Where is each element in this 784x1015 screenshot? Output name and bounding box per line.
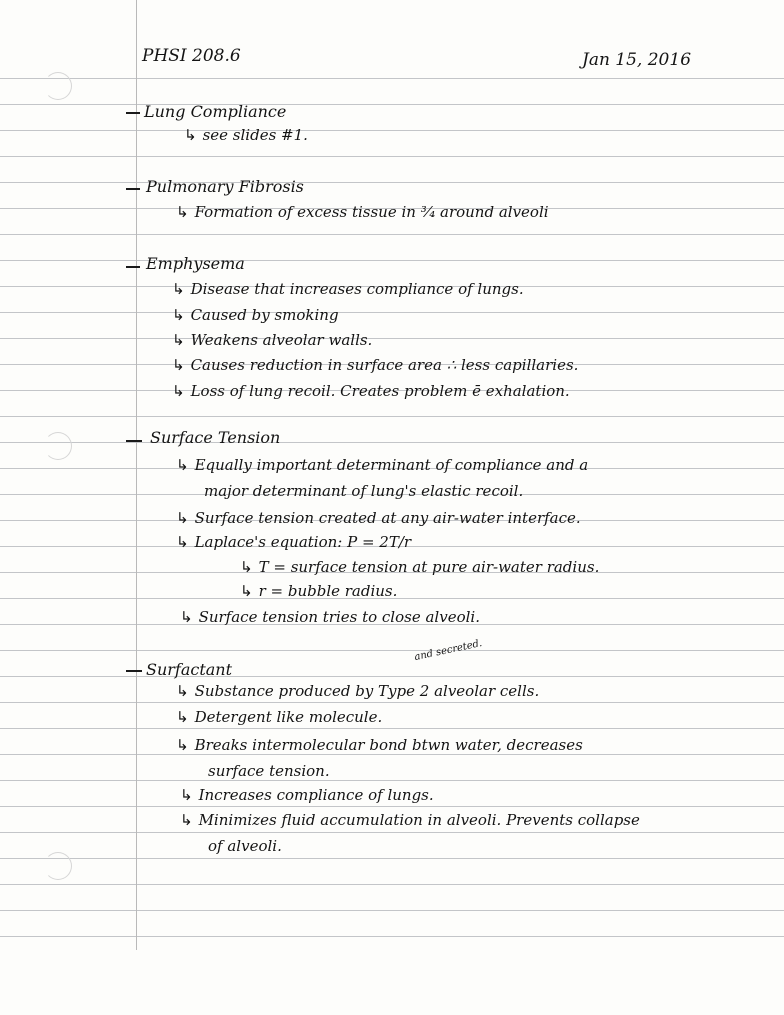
heading-dash bbox=[126, 266, 140, 268]
binder-hole bbox=[44, 72, 72, 100]
note-line: ↳ Surface tension created at any air-water interface. bbox=[176, 509, 581, 527]
arrow-icon: ↳ bbox=[176, 736, 189, 754]
note-line: ↳ Weakens alveolar walls. bbox=[172, 331, 373, 349]
section-heading: Pulmonary Fibrosis bbox=[146, 177, 304, 196]
note-line: ↳ Formation of excess tissue in ³⁄₄ around alveoli bbox=[176, 203, 549, 221]
arrow-icon: ↳ bbox=[172, 356, 185, 374]
arrow-icon: ↳ bbox=[176, 509, 189, 527]
arrow-icon: ↳ bbox=[180, 811, 193, 829]
arrow-icon: ↳ bbox=[176, 533, 189, 551]
margin-rule bbox=[136, 0, 137, 950]
arrow-icon: ↳ bbox=[172, 280, 185, 298]
binder-hole bbox=[44, 852, 72, 880]
arrow-icon: ↳ bbox=[172, 306, 185, 324]
note-subline: ↳ r = bubble radius. bbox=[240, 582, 398, 600]
note-line-continued: of alveoli. bbox=[208, 837, 282, 855]
note-line: ↳ Causes reduction in surface area ∴ less capillaries. bbox=[172, 356, 579, 374]
heading-dash bbox=[126, 188, 140, 190]
section-heading: Surfactant bbox=[146, 660, 233, 679]
note-line: ↳ Loss of lung recoil. Creates problem ē exhalation. bbox=[172, 382, 570, 400]
section-heading: Surface Tension bbox=[150, 428, 281, 447]
heading-dash bbox=[126, 440, 142, 442]
section-heading: Lung Compliance bbox=[144, 102, 287, 121]
note-line-continued: major determinant of lung's elastic recoil. bbox=[204, 482, 524, 500]
arrow-icon: ↳ bbox=[176, 203, 189, 221]
note-line: ↳ Minimizes fluid accumulation in alveoli. Prevents collapse bbox=[180, 811, 640, 829]
note-line: ↳ Substance produced by Type 2 alveolar cells. bbox=[176, 682, 540, 700]
arrow-icon: ↳ bbox=[240, 558, 253, 576]
arrow-icon: ↳ bbox=[180, 608, 193, 626]
binder-hole bbox=[44, 432, 72, 460]
note-line: ↳ Equally important determinant of compliance and a bbox=[176, 456, 589, 474]
note-line: ↳ Disease that increases compliance of lungs. bbox=[172, 280, 524, 298]
note-line: ↳ Surface tension tries to close alveoli. bbox=[180, 608, 480, 626]
course-code: PHSI 208.6 bbox=[142, 46, 241, 66]
note-line: ↳ Increases compliance of lungs. bbox=[180, 786, 434, 804]
note-line-continued: surface tension. bbox=[208, 762, 330, 780]
note-subline: ↳ T = surface tension at pure air-water radius. bbox=[240, 558, 600, 576]
inserted-note: and secreted. bbox=[413, 637, 484, 664]
heading-dash bbox=[126, 112, 140, 114]
note-line: ↳ Laplace's equation: P = 2T/r bbox=[176, 533, 412, 551]
arrow-icon: ↳ bbox=[176, 682, 189, 700]
note-line: ↳ see slides #1. bbox=[184, 126, 308, 144]
arrow-icon: ↳ bbox=[172, 382, 185, 400]
section-heading: Emphysema bbox=[146, 254, 245, 273]
note-line: ↳ Breaks intermolecular bond btwn water, decreases bbox=[176, 736, 583, 754]
note-date: Jan 15, 2016 bbox=[582, 50, 692, 70]
page-bottom-margin bbox=[0, 940, 784, 1015]
arrow-icon: ↳ bbox=[172, 331, 185, 349]
heading-dash bbox=[126, 670, 142, 672]
note-line: ↳ Detergent like molecule. bbox=[176, 708, 383, 726]
note-line: ↳ Caused by smoking bbox=[172, 306, 339, 324]
arrow-icon: ↳ bbox=[240, 582, 253, 600]
arrow-icon: ↳ bbox=[180, 786, 193, 804]
arrow-icon: ↳ bbox=[176, 708, 189, 726]
arrow-icon: ↳ bbox=[176, 456, 189, 474]
arrow-icon: ↳ bbox=[184, 126, 197, 144]
